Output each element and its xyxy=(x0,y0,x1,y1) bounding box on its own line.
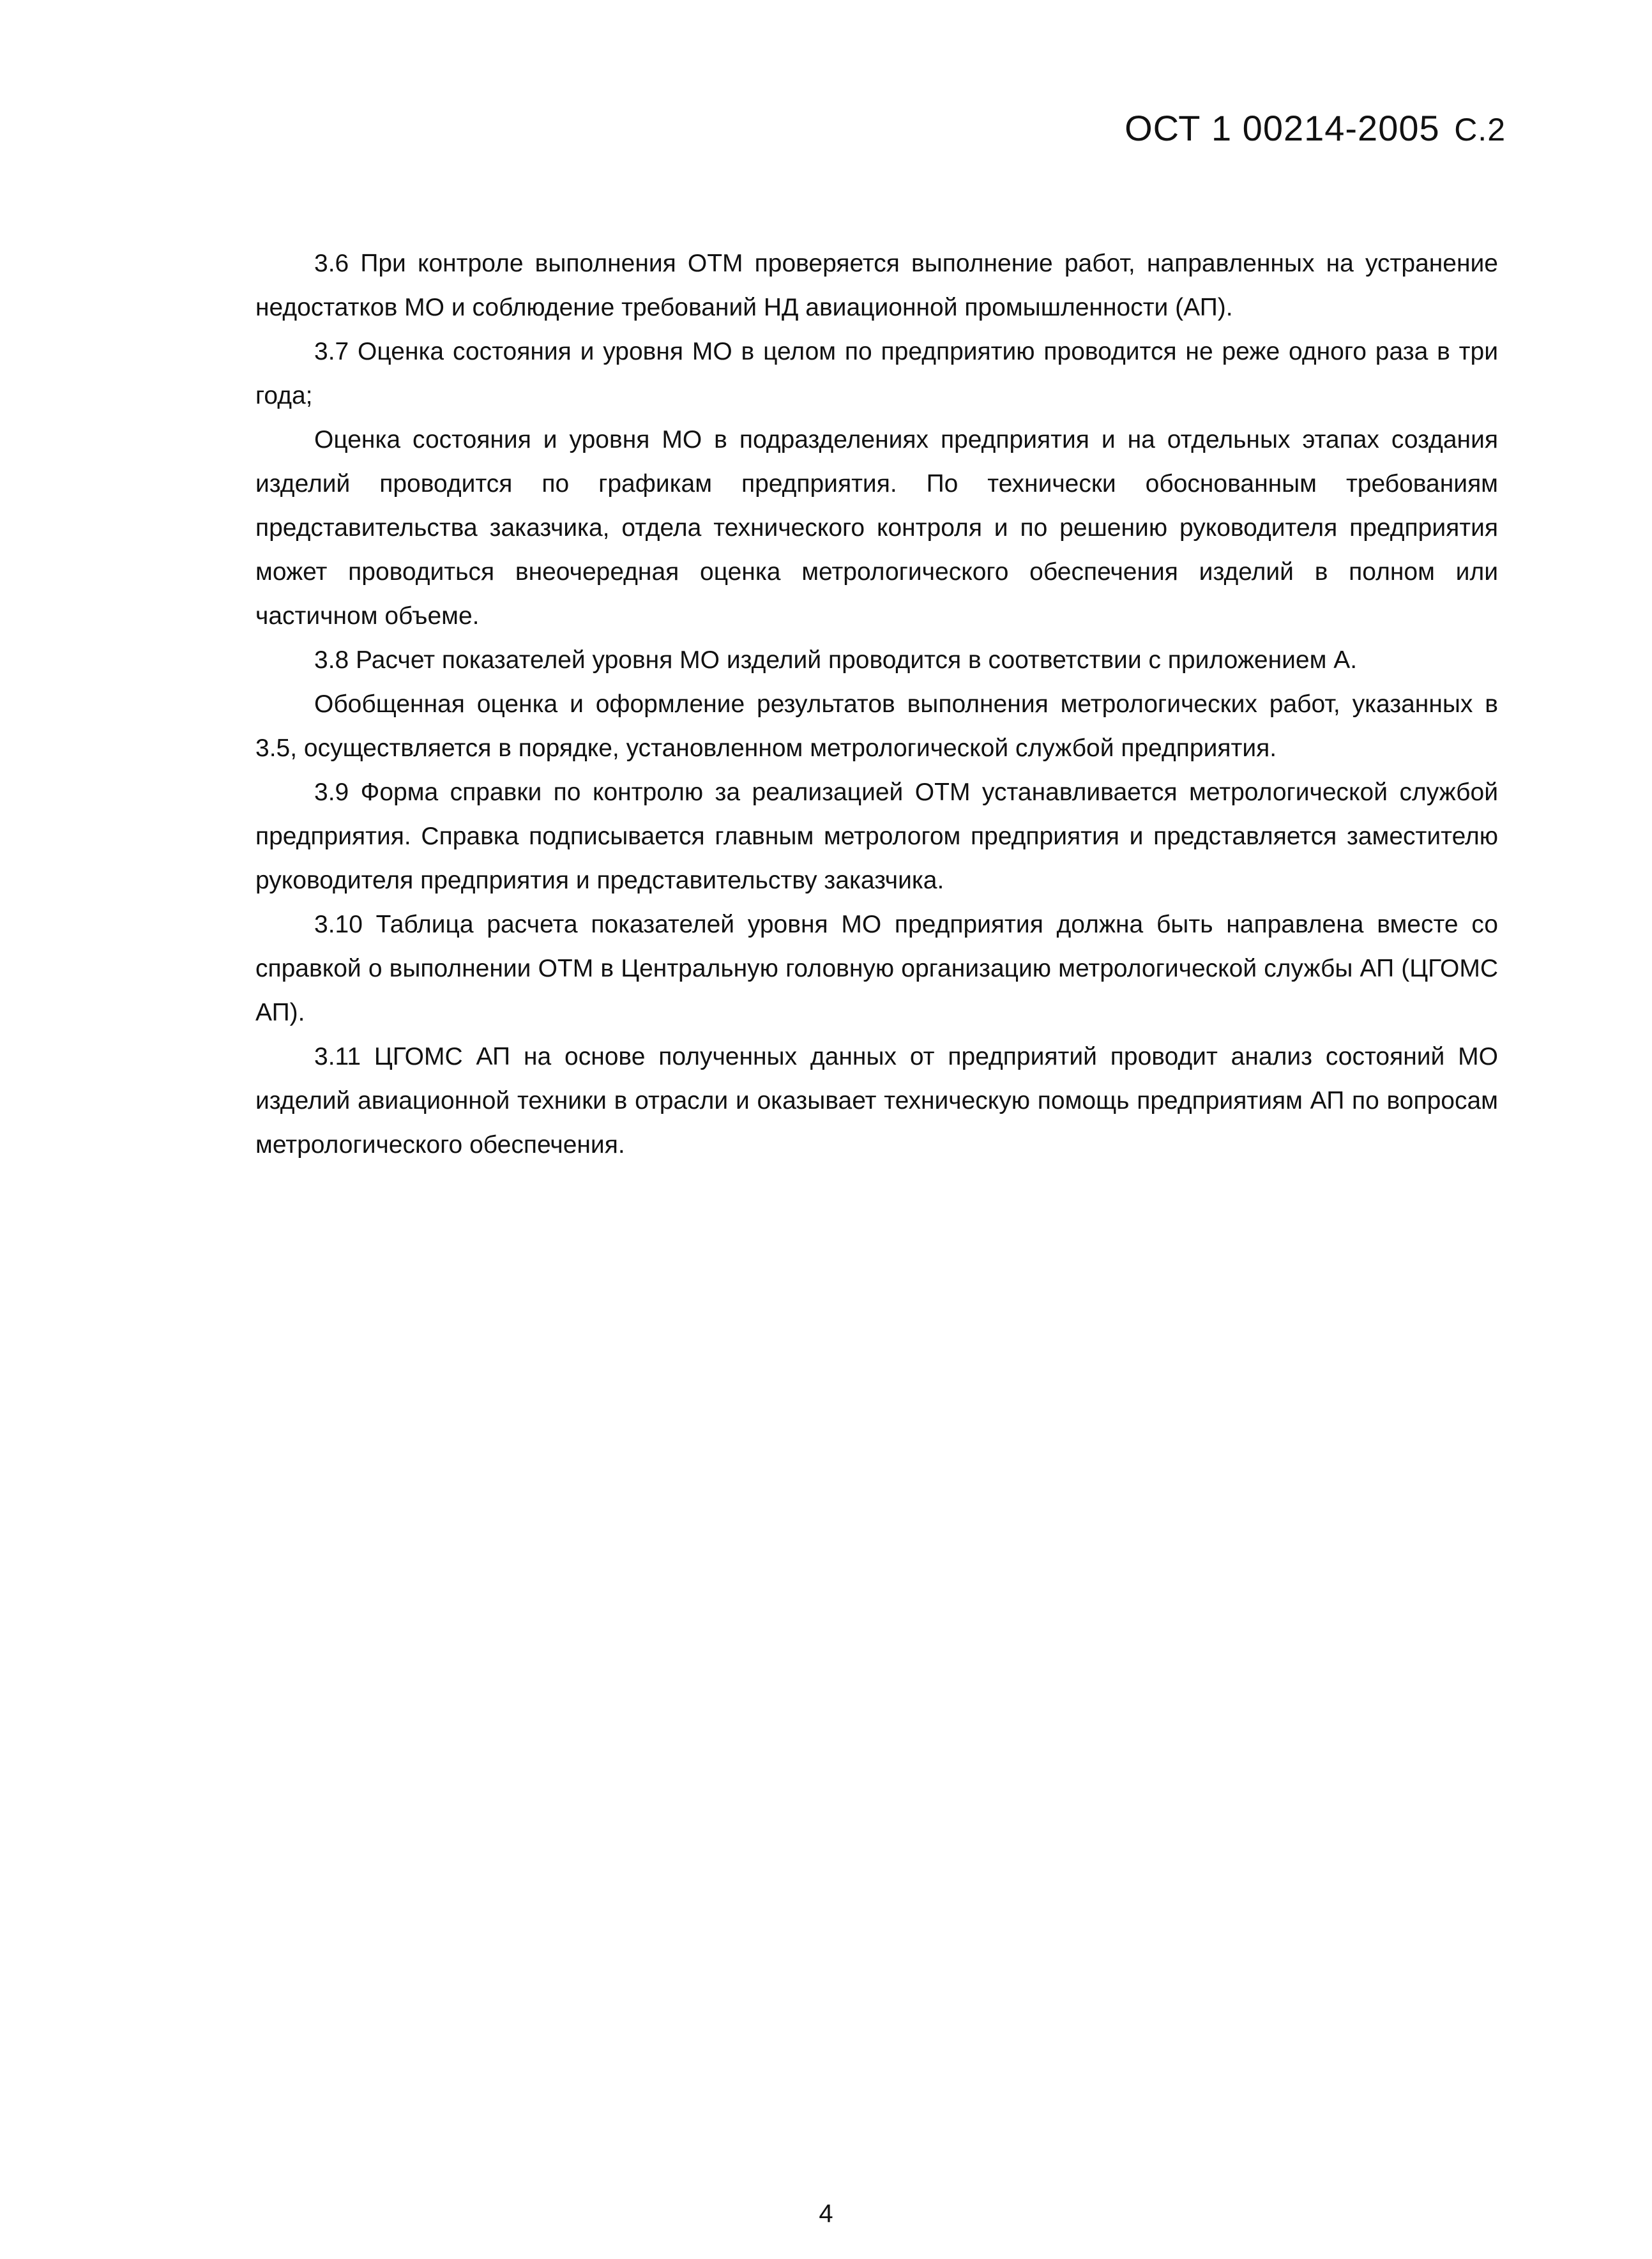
paragraph-3-6: 3.6 При контроле выполнения ОТМ проверяется выполнение работ, направленных на устранение недостатков МО и соблюдение требований НД авиационной промышленности (АП). xyxy=(255,250,1498,321)
page-header xyxy=(1125,107,1506,149)
paragraph-3-8-summary: Обобщенная оценка и оформление результатов выполнения метрологических работ, указанных в 3.5, осуществляется в порядке, установленном метрологической службой предприятия. xyxy=(255,690,1498,762)
paragraph-3-9: 3.9 Форма справки по контролю за реализацией ОТМ устанавливается метрологической службой предприятия. Справка подписывается главным метрологом предприятия и представляется заместителю руководителя предприятия и представительству заказчика. xyxy=(255,779,1498,894)
paragraph-3-7: 3.7 Оценка состояния и уровня МО в целом по предприятию проводится не реже одного раза в три года; xyxy=(255,338,1498,409)
paragraph-3-7-assessment: Оценка состояния и уровня МО в подразделениях предприятия и на отдельных этапах создания изделий проводится по графикам предприятия. По технически обоснованным требованиям представительства заказчика, отдела технического контроля и по решению руководителя предприятия может проводиться внеочередная оценка метрологического обеспечения изделий в полном или частичном объеме. xyxy=(255,426,1498,630)
document-body xyxy=(255,241,1498,1167)
page-reference: С.2 xyxy=(1454,112,1506,148)
standard-code: ОСТ 1 00214-2005 xyxy=(1125,108,1440,148)
paragraph-3-8: 3.8 Расчет показателей уровня МО изделий проводится в соответствии с приложением А. xyxy=(314,646,1358,674)
page-number: 4 xyxy=(819,2200,833,2228)
paragraph-3-11: 3.11 ЦГОМС АП на основе полученных данных от предприятий проводит анализ состояний МО изделий авиационной техники в отрасли и оказывает техническую помощь предприятиям АП по вопросам метрологического обеспечения. xyxy=(255,1043,1498,1159)
paragraph-3-10: 3.10 Таблица расчета показателей уровня МО предприятия должна быть направлена вместе со справкой о выполнении ОТМ в Центральную головную организацию метрологической службы АП (ЦГОМС АП). xyxy=(255,911,1498,1026)
